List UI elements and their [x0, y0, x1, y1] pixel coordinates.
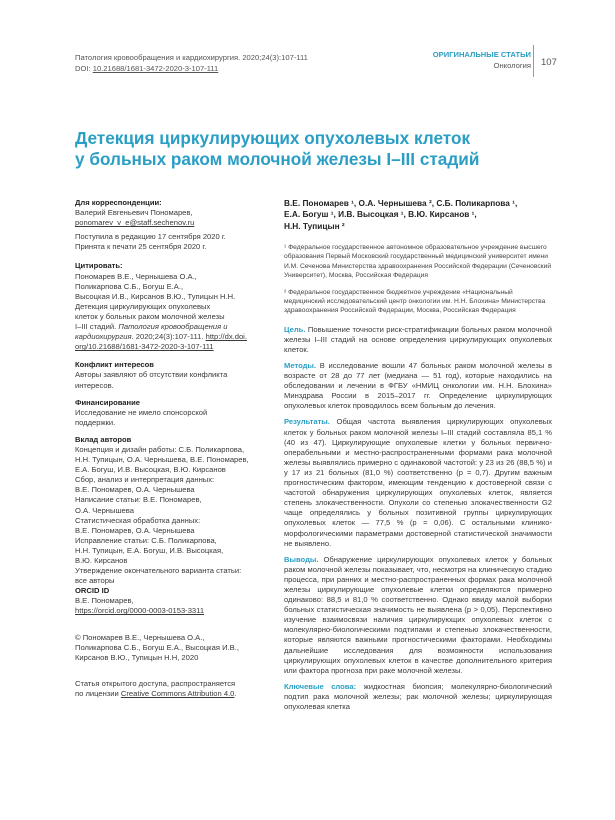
funding-heading: Финансирование — [75, 397, 140, 407]
contrib-line: Утверждение окончательного варианта статьи: — [75, 566, 242, 576]
orcid-link[interactable]: https://orcid.org/0000-0003-0153-3311 — [75, 606, 205, 616]
results-label: Результаты. — [284, 417, 330, 427]
received-date: Поступила в редакцию 17 сентября 2020 г. — [75, 232, 226, 242]
contrib-line: Е.А. Богуш, И.В. Высоцкая, В.Ю. Кирсанов — [75, 465, 226, 475]
cite-url-1[interactable]: http://dx.doi. — [205, 332, 247, 342]
contrib-line: О.А. Чернышева — [75, 505, 134, 515]
subsection-label: Онкология — [493, 60, 531, 70]
contrib-line: Статистическая обработка данных: — [75, 515, 201, 525]
cite-line: клеток у больных раком молочной железы — [75, 311, 225, 321]
orcid-name: В.Е. Пономарев, — [75, 596, 134, 606]
methods-label: Методы. — [284, 361, 317, 371]
cite-journal: Патология кровообращения и — [118, 322, 228, 332]
contrib-line: Н.Н. Тупицын, Е.А. Богуш, И.В. Высоцкая, — [75, 545, 224, 555]
accepted-date: Принята к печати 25 сентября 2020 г. — [75, 242, 207, 252]
doi-line — [75, 64, 308, 75]
methods-text: В исследование вошли 47 больных раком молочной железы в возрасте от 28 до 77 лет (медиана — 51 год), которые находились на обследовании и лечении в ФГБУ «НМИЦ онкологии им. Н.Н. Блохина» Минздрава России в 2015–2017 гг. Определение циркулирующих опухолевых клеток проводилось всем больным до лечения. — [284, 361, 552, 411]
conflict-heading: Конфликт интересов — [75, 360, 154, 370]
sidebar-info — [75, 198, 270, 699]
abstract-column — [284, 198, 552, 712]
abstract-aim — [284, 325, 552, 355]
header-divider — [533, 45, 534, 77]
keywords-text: жидкостная биопсия; молекулярно-биологический подтип рака молочной железы; рак молочной железы; циркулирующая опухолевая клетка — [284, 681, 552, 712]
section-label: ОРИГИНАЛЬНЫЕ СТАТЬИ — [432, 50, 531, 59]
article-title — [75, 128, 495, 170]
license-line: Статья открытого доступа, распространяется — [75, 678, 236, 688]
cite-url-2[interactable]: org/10.21688/1681-3472-2020-3-107-111 — [75, 342, 214, 352]
conclusion-label: Выводы. — [284, 554, 319, 564]
cite-tail: . 2020;24(3):107-111. — [131, 332, 204, 342]
aim-text: Повышение точности риск-стратификации больных раком молочной железы I–III стадий на основе определения циркулирующих опухолевых клеток. — [284, 324, 552, 354]
funding-text: поддержки. — [75, 417, 116, 427]
correspondence-name: Валерий Евгеньевич Пономарев, — [75, 208, 193, 218]
license-prefix: по лицензии — [75, 688, 121, 698]
cite-line-text: I–III стадий. — [75, 322, 117, 332]
keywords-label: Ключевые слова: — [284, 681, 357, 691]
authors-line: Е.А. Богуш ¹, И.В. Высоцкая ¹, В.Ю. Кирсанов ¹, — [284, 209, 477, 220]
orcid-heading: ORCID ID — [75, 586, 110, 596]
license-link[interactable]: Creative Commons Attribution 4.0 — [120, 688, 235, 698]
copyright-line: Поликарпова С.Б., Богуш Е.А., Высоцкая И.В., — [75, 642, 239, 652]
contrib-line: В.Е. Пономарев, О.А. Чернышева — [75, 525, 195, 535]
journal-header — [75, 53, 308, 74]
abstract-results — [284, 417, 552, 548]
abstract-conclusion — [284, 555, 552, 676]
cite-line — [75, 332, 270, 342]
copyright-line: © Пономарев В.Е., Чернышева О.А., — [75, 632, 205, 642]
results-text: Общая частота выявления циркулирующих опухолевых клеток у больных раком молочной железы I–III стадий составляла 85,1 % (40 из 47). Циркулирующие опухолевые клетки у больных первично-операбельными и местно-распространенными формами рака молочной железы выявлялись примерно с одинаковой частотой: у 23 из 26 (88,5 %) и у 17 из 21 больных (81,0 %) соответственно (p = 0,7). Другим важным прогностическим фактором, имеющим тенденцию к достоверной связи с частотой обнаружения циркулирующих опухолевых клеток, является степень злокачественности. Опухоли со степенью злокачественности G2 чаще определялись у больных позитивной группы циркулирующих опухолевых клеток — 77,5 % (p = 0,06). С остальными клинико-морфологическими параметрами достоверной статистической значимости не выявлено. — [284, 417, 552, 548]
cite-block — [75, 272, 270, 353]
cite-line: Детекция циркулирующих опухолевых — [75, 301, 211, 311]
contrib-line: В.Е. Пономарев, О.А. Чернышева — [75, 485, 195, 495]
contrib-line: Сбор, анализ и интерпретация данных: — [75, 475, 215, 485]
affiliation-2: ² Федеральное государственное бюджетное учреждение «Национальный медицинский исследовательский центр онкологии им. Н.Н. Блохина» Министерства здравоохранения Российской Федерации, Москва, Российская Федерация — [284, 288, 546, 315]
doi-prefix: DOI: — [75, 63, 93, 73]
cite-journal-cont: кардиохирургия — [75, 332, 132, 342]
keywords — [284, 682, 552, 712]
title-line-1: Детекция циркулирующих опухолевых клеток — [75, 128, 471, 148]
copyright-line: Кирсанов В.Ю., Тупицын Н.Н, 2020 — [75, 652, 199, 662]
cite-line: Пономарев В.Е., Чернышева О.А., — [75, 271, 197, 281]
abstract-methods — [284, 361, 552, 411]
contrib-line: В.Ю. Кирсанов — [75, 556, 128, 565]
title-line-2: у больных раком молочной железы I–III стадий — [75, 149, 480, 169]
correspondence-email[interactable]: ponomarev_v_e@staff.sechenov.ru — [75, 218, 195, 228]
authors-line: В.Е. Пономарев ¹, О.А. Чернышева ², С.Б. Поликарпова ¹, — [284, 198, 518, 208]
contrib-line: Н.Н. Тупицын, О.А. Чернышева, В.Е. Пономарев, — [75, 455, 249, 465]
conflict-text: Авторы заявляют об отсутствии конфликта — [75, 370, 228, 380]
cite-line: Высоцкая И.В., Кирсанов В.Ю., Тупицын Н.Н. — [75, 291, 236, 301]
author-list — [284, 198, 552, 232]
contrib-line: все авторы — [75, 576, 115, 586]
cite-line: Поликарпова С.Б., Богуш Е.А., — [75, 281, 184, 291]
license-line — [75, 689, 270, 699]
contrib-line: Исправление статьи: С.Б. Поликарпова, — [75, 535, 217, 545]
contrib-line: Концепция и дизайн работы: С.Б. Поликарпова, — [75, 444, 245, 454]
contrib-line: Написание статьи: В.Е. Пономарев, — [75, 495, 202, 505]
section-header — [433, 50, 531, 71]
cite-heading: Цитировать: — [75, 261, 123, 271]
affiliation-1: ¹ Федеральное государственное автономное образовательное учреждение высшего образования Первый Московский государственный медицинский университет имени И.М. Сеченова Министерства здравоохранения Российской Федерации (Сеченовский Университет), Москва, Российская Федерация — [284, 243, 552, 280]
journal-citation: Патология кровообращения и кардиохирургия. 2020;24(3):107-111 — [75, 53, 308, 62]
conflict-text: интересов. — [75, 380, 114, 390]
funding-text: Исследование не имело спонсорской — [75, 407, 208, 417]
doi-link[interactable]: 10.21688/1681-3472-2020-3-107-111 — [92, 63, 219, 73]
license-suffix: . — [234, 688, 237, 698]
conclusion-text: Обнаружение циркулирующих опухолевых клеток у больных раком молочной железы показывает, что, несмотря на клиническую стадию процесса, при ранних и местно-распространенных формах рака молочной железы циркулирующие опухолевые клетки определяются примерно одинаково: 88,5 и 81,0 % соответственно. Однако ввиду малой выборки больных статистическая значимость не выявлена (p > 0,05). Перспективно изучение взаимосвязи наличия циркулирующих опухолевых клеток с молекулярно-биологическими подтипами и степенью злокачественности, которые являются важными прогностическими факторами. Необходимы дальнейшие исследования для возможности использования циркулирующих опухолевых клеток в качестве дополнительного критерия или фактора прогноза при раке молочной железы. — [284, 554, 552, 675]
cite-line — [75, 322, 270, 332]
authors-line: Н.Н. Тупицын ² — [284, 220, 345, 231]
aim-label: Цель. — [284, 324, 306, 334]
correspondence-heading: Для корреспонденции: — [75, 198, 162, 207]
page-number: 107 — [541, 57, 557, 68]
contrib-heading: Вклад авторов — [75, 434, 132, 444]
